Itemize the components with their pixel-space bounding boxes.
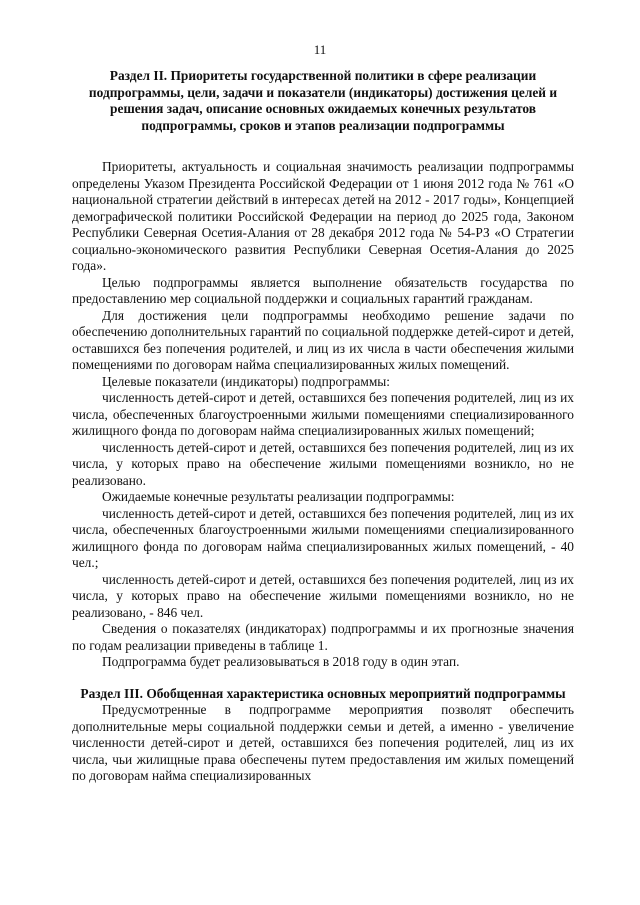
expected-result-item-1: численность детей-сирот и детей, оставшихся без попечения родителей, лиц из их числа, обеспеченных благоустроенными жилыми помещениями специализированного жилищного фонда по договорам найма специализированных жилых помещений, - 40 чел.; [72,505,574,570]
expected-result-item-2: численность детей-сирот и детей, оставшихся без попечения родителей, лиц из их числа, у которых право на обеспечение жилыми помещениями возникло, но не реализовано, - 846 чел. [72,571,574,620]
expected-results-title: Ожидаемые конечные результаты реализации подпрограммы: [102,489,455,504]
indicator-item-2: численность детей-сирот и детей, оставшихся без попечения родителей, лиц из их числа, у которых право на обеспечение жилыми помещениями возникло, но не реализовано. [72,439,574,488]
section-2-paragraph-implementation: Подпрограмма будет реализовываться в 2018 году в один этап. [102,654,460,669]
section-3-heading: Раздел III. Обобщенная характеристика основных мероприятий подпрограммы [80,685,566,701]
section-2-paragraph-1: Приоритеты, актуальность и социальная значимость реализации подпрограммы определены Указом Президента Российской Федерации от 1 июня 2012 года № 761 «О национальной стратегии действий в интересах детей на 2012 - 2017 годы», Концепцией демографической политики Российской Федерации на период до 2025 года, Законом Республики Северная Осетия-Алания от 28 декабря 2012 года № 54-РЗ «О Стратегии социально-экономического развития Республики Северная Осетия-Алания до 2025 года». [72,159,574,273]
section-2-paragraph-2: Целью подпрограммы является выполнение обязательств государства по предоставлению мер социальной поддержки и социальных гарантий гражданам. [72,274,574,306]
indicator-item-1: численность детей-сирот и детей, оставшихся без попечения родителей, лиц из их числа, обеспеченных благоустроенными жилыми помещениями специализированного жилищного фонда по договорам найма специализированных жилых помещений; [72,390,574,438]
indicators-title: Целевые показатели (индикаторы) подпрограммы: [102,373,391,389]
section-2-paragraph-table-reference: Сведения о показателях (индикаторах) подпрограммы и их прогнозные значения по годам реализации приведены в таблице 1. [72,621,574,653]
section-3-paragraph-1: Предусмотренные в подпрограмме мероприятия позволят обеспечить дополнительные меры социальной поддержки семьи и детей, а именно - увеличение численности детей-сирот и детей, оставшихся без попечения родителей, лиц из их числа, чьи жилищные права обеспечены путем предоставления им жилых помещений по договорам найма специализированных [72,702,574,783]
page-content [72,68,574,785]
section-2-heading: Раздел II. Приоритеты государственной политики в сфере реализации подпрограммы, цели, задачи и показатели (индикаторы) достижения целей и решения задач, описание основных ожидаемых конечных результатов подпрограммы, сроков и этапов реализации подпрограммы [88,68,558,133]
section-2-paragraph-3: Для достижения цели подпрограммы необходимо решение задачи по обеспечению дополнительных гарантий по социальной поддержке детей-сирот и детей, оставшихся без попечения родителей, и лиц из их числа в части обеспечения жилыми помещениями по договорам найма специализированных жилых помещений. [72,307,574,372]
page-number: 11 [313,42,327,57]
